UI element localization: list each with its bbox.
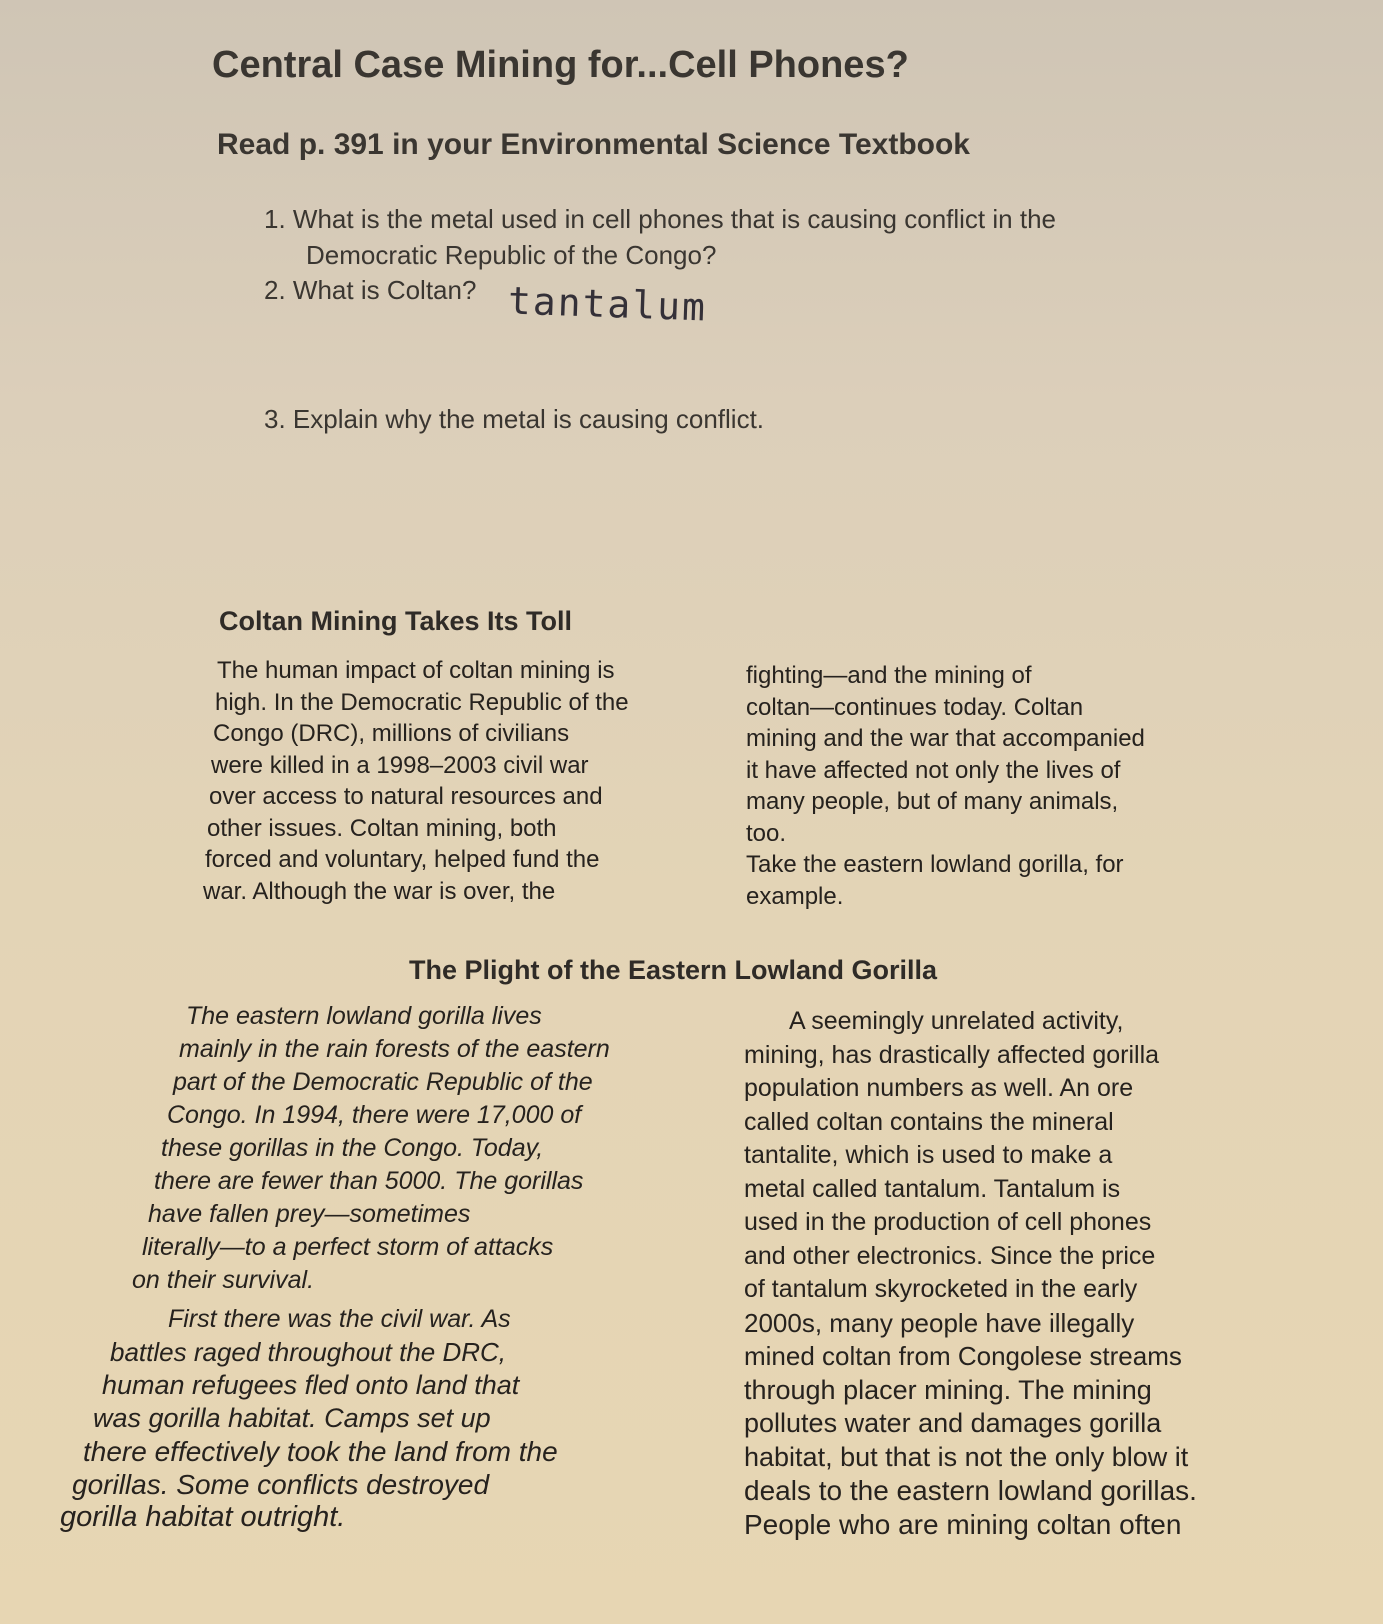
text-line: The eastern lowland gorilla lives	[186, 1002, 542, 1030]
text-line: called coltan contains the mineral	[744, 1107, 1114, 1136]
text-line: were killed in a 1998–2003 civil war	[211, 751, 589, 779]
text-line: pollutes water and damages gorilla	[744, 1408, 1162, 1438]
text-line: there are fewer than 5000. The gorillas	[154, 1167, 584, 1195]
question-1-line-2: Democratic Republic of the Congo?	[306, 240, 717, 270]
section-heading-coltan: Coltan Mining Takes Its Toll	[219, 606, 573, 636]
text-line: forced and voluntary, helped fund the	[205, 846, 600, 873]
text-line: mined coltan from Congolese streams	[744, 1341, 1182, 1371]
handwritten-answer: tantalum	[507, 278, 708, 330]
reading-instruction: Read p. 391 in your Environmental Science Textbook	[217, 128, 970, 161]
text-line: have fallen prey—sometimes	[148, 1200, 471, 1228]
text-line: First there was the civil war. As	[168, 1305, 511, 1333]
text-line: mainly in the rain forests of the eastern	[179, 1035, 610, 1063]
text-line: over access to natural resources and	[209, 783, 603, 810]
text-line: of tantalum skyrocketed in the early	[744, 1275, 1138, 1303]
question-3: 3. Explain why the metal is causing conflict.	[264, 404, 765, 434]
text-line: through placer mining. The mining	[744, 1374, 1152, 1405]
question-2: 2. What is Coltan?	[264, 275, 477, 305]
text-line: Congo. In 1994, there were 17,000 of	[167, 1101, 582, 1129]
text-line: People who are mining coltan often	[744, 1508, 1182, 1540]
text-line: gorillas. Some conflicts destroyed	[72, 1469, 490, 1500]
text-line: 2000s, many people have illegally	[744, 1307, 1135, 1338]
page-title: Central Case Mining for...Cell Phones?	[212, 44, 909, 86]
text-line: high. In the Democratic Republic of the	[215, 688, 629, 716]
text-line: other issues. Coltan mining, both	[207, 814, 557, 842]
text-line: habitat, but that is not the only blow it	[744, 1441, 1189, 1472]
text-line: there effectively took the land from the	[83, 1436, 558, 1467]
text-line: example.	[746, 882, 844, 910]
text-line: population numbers as well. An ore	[744, 1074, 1134, 1102]
text-line: war. Although the war is over, the	[203, 877, 556, 905]
text-line: fighting—and the mining of	[746, 662, 1032, 689]
text-line: literally—to a perfect storm of attacks	[142, 1233, 554, 1261]
text-line: metal called tantalum. Tantalum is	[744, 1174, 1121, 1203]
section1-right-column	[746, 660, 1145, 912]
text-line: human refugees fled onto land that	[102, 1370, 520, 1400]
text-line: these gorillas in the Congo. Today,	[161, 1134, 544, 1162]
text-line: The human impact of coltan mining is	[217, 657, 615, 684]
text-line: used in the production of cell phones	[744, 1208, 1152, 1236]
section2-right-column	[744, 1005, 1197, 1541]
text-line: many people, but of many animals,	[746, 788, 1119, 815]
text-line: mining, has drastically affected gorilla	[744, 1040, 1160, 1069]
text-line: A seemingly unrelated activity,	[789, 1007, 1124, 1035]
text-line: coltan—continues today. Coltan	[746, 693, 1084, 721]
text-line: Congo (DRC), millions of civilians	[213, 720, 570, 747]
text-line: deals to the eastern lowland gorillas.	[744, 1475, 1197, 1506]
section-heading-gorilla: The Plight of the Eastern Lowland Gorilla	[409, 955, 938, 985]
text-line: too.	[746, 819, 787, 847]
text-line: it have affected not only the lives of	[746, 756, 1121, 784]
text-line: battles raged throughout the DRC,	[110, 1337, 507, 1367]
text-line: was gorilla habitat. Camps set up	[93, 1403, 491, 1433]
text-line: mining and the war that accompanied	[746, 725, 1145, 752]
text-line: Take the eastern lowland gorilla, for	[746, 851, 1124, 878]
section2-left-column	[60, 1000, 610, 1534]
text-line: on their survival.	[132, 1266, 315, 1294]
question-1-line-1: 1. What is the metal used in cell phones that is causing conflict in the	[264, 204, 1056, 234]
text-line: tantalite, which is used to make a	[744, 1141, 1113, 1169]
text-line: gorilla habitat outright.	[60, 1501, 346, 1533]
text-line: and other electronics. Since the price	[744, 1241, 1156, 1270]
text-line: part of the Democratic Republic of the	[173, 1068, 593, 1096]
section1-left-column	[203, 655, 629, 907]
